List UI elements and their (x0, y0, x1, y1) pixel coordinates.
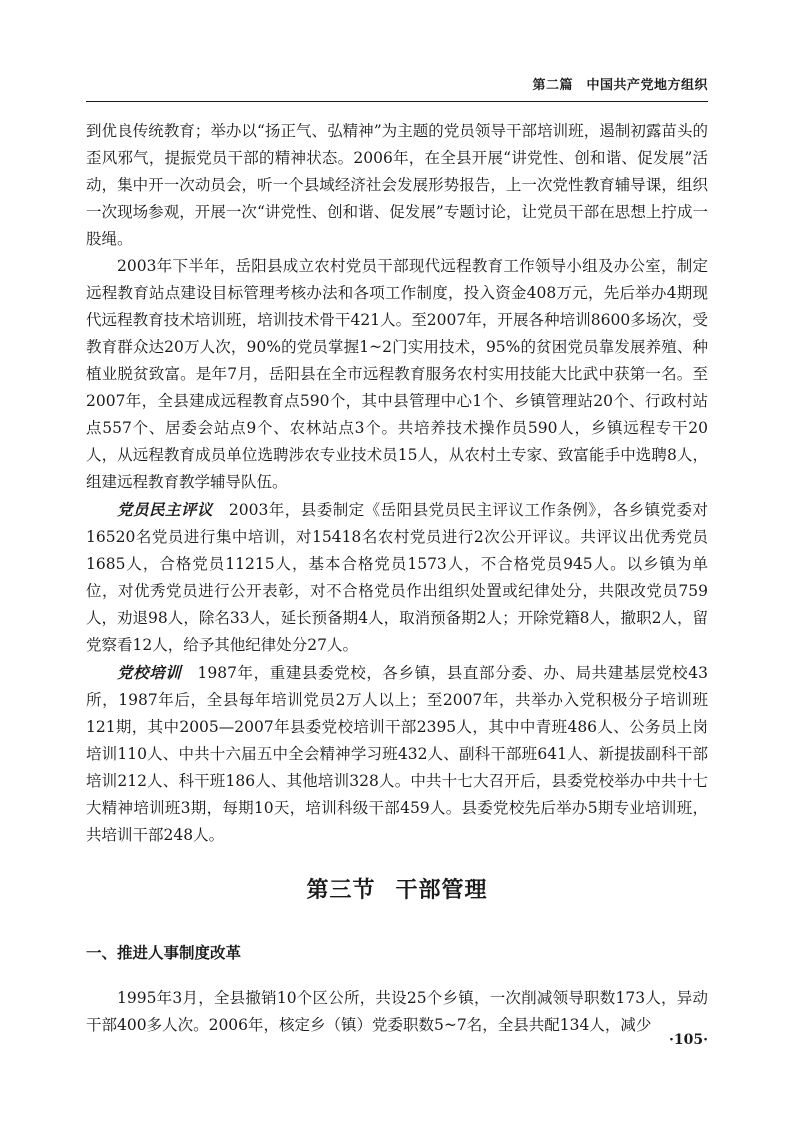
run-in-text: 2003年，县委制定《岳阳县党员民主评议工作条例》，各乡镇党委对16520名党员进行集中培训，对15418名农村党员进行2次公开评议。共评议出优秀党员1685人，合格党员11215人，基本合格党员1573人，不合格党员945人。以乡镇为单位，对优秀党员进行公开表彰，对不合格党员作出组织处置或纪律处分，共限改党员759人，劝退98人，除名33人，延长预备期4人，取消预备期2人；开除党籍8人，撤职2人，留党察看12人，给予其他纪律处分27人。 (86, 501, 708, 654)
section-title (86, 873, 708, 904)
subsection-heading: 一、推进人事制度改革 (86, 944, 242, 962)
section-name: 干部管理 (395, 878, 488, 903)
run-in-text: 1987年，重建县委党校，各乡镇，县直部分委、办、局共建基层党校43所，1987年后，全县每年培训党员2万人以上；至2007年，共举办入党积极分子培训班121期，其中2005—2007年县委党校培训干部2395人，其中中青班486人、公务员上岗培训110人、中共十六届五中全会精神学习班432人、副科干部班641人、新提拔副科干部培训212人、科干班186人、其他培训328人。中共十七大召开后，县委党校举办中共十七大精神培训班3期，每期10天，培训科级干部459人。县委党校先后举办5期专业培训班，共培训干部248人。 (86, 664, 708, 844)
paragraph-personnel-reform: 1995年3月，全县撤销10个区公所，共设25个乡镇，一次削减领导职数173人，异动干部400多人次。2006年，核定乡（镇）党委职数5~7名，全县共配134人，减少 (86, 989, 708, 1034)
run-in-heading: 党员民主评议 (117, 500, 213, 519)
paragraph-democratic-review (86, 496, 708, 659)
run-in-heading: 党校培训 (117, 663, 182, 682)
running-header: 第二篇 中国共产党地方组织 (532, 78, 708, 93)
paragraph-remote-education: 2003年下半年，岳阳县成立农村党员干部现代远程教育工作领导小组及办公室，制定远程教育站点建设目标管理考核办法和各项工作制度，投入资金408万元，先后举办4期现代远程教育技术培训班，培训技术骨干421人。至2007年，开展各种培训8600多场次，受教育群众达20万人次，90%的党员掌握1~2门实用技术，95%的贫困党员靠发展养殖、种植业脱贫致富。是年7月，岳阳县在全市远程教育服务农村实用技能大比武中获第一名。至2007年，全县建成远程教育点590个，其中县管理中心1个、乡镇管理站20个、行政村站点557个、居委会站点9个、农林站点3个。共培养技术操作员590人，乡镇远程专干20人，从远程教育成员单位选聘涉农专业技术员15人，从农村土专家、致富能手中选聘8人，组建远程教育教学辅导队伍。 (86, 257, 708, 491)
paragraph-continued: 到优良传统教育；举办以“扬正气、弘精神”为主题的党员领导干部培训班，遏制初露苗头的歪风邪气，提振党员干部的精神状态。2006年，在全县开展“讲党性、创和谐、促发展”活动，集中开一次动员会，听一个县域经济社会发展形势报告，上一次党性教育辅导课，组织一次现场参观，开展一次“讲党性、创和谐、促发展”专题讨论，让党员干部在思想上拧成一股绳。 (86, 122, 708, 248)
section-number: 第三节 (306, 878, 376, 903)
paragraph-party-school (86, 659, 708, 849)
header-rule (86, 101, 708, 102)
page-number: ·105· (669, 1032, 708, 1048)
page-content (86, 118, 708, 1039)
